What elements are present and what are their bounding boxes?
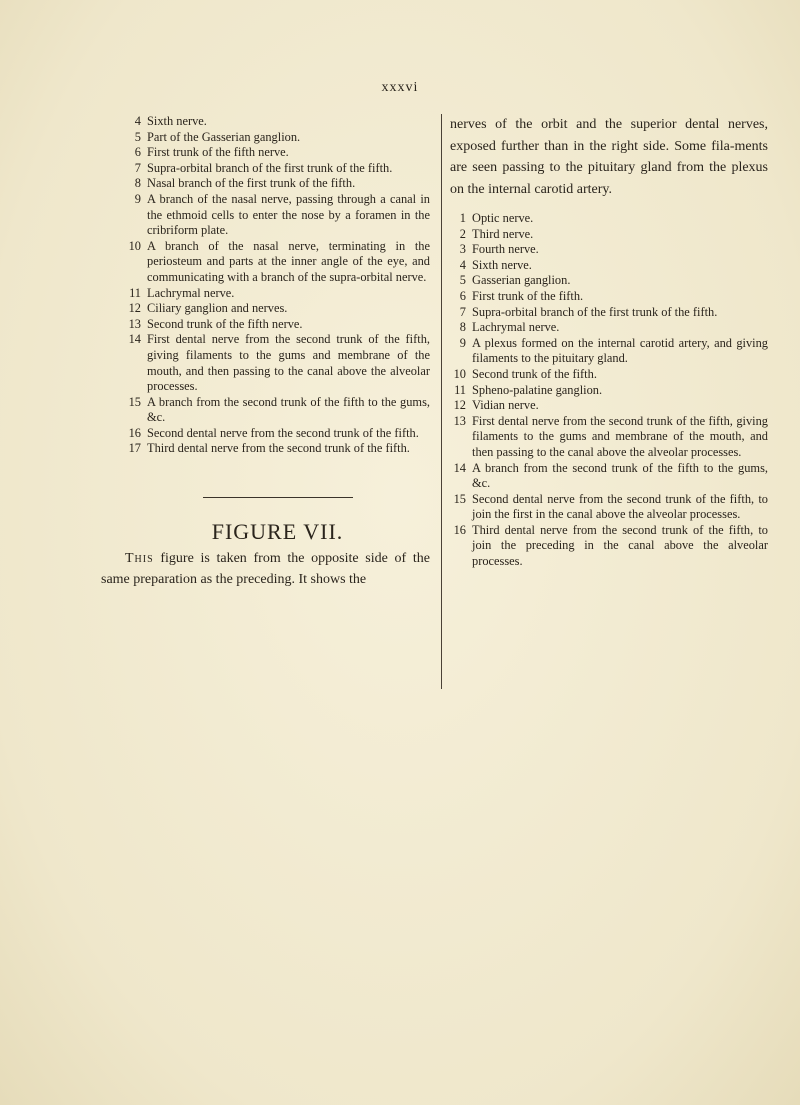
right-intro-paragraph: nerves of the orbit and the superior dental nerves, exposed further than in the right side. Some fila-ments are seen passing to the pituitary gland from the plexus on the internal carotid artery. bbox=[450, 117, 768, 197]
legend-text: A branch of the nasal nerve, terminating in the periosteum and parts at the inner angle of the eye, and communicating with a branch of the supra-orbital nerve. bbox=[147, 238, 430, 284]
legend-number: 15 bbox=[128, 394, 141, 409]
legend-number: 5 bbox=[134, 129, 141, 144]
legend-item bbox=[125, 441, 430, 457]
legend-text: First trunk of the fifth. bbox=[472, 288, 584, 303]
legend-item bbox=[125, 130, 430, 146]
legend-text: Lachrymal nerve. bbox=[147, 285, 235, 300]
legend-text: First dental nerve from the second trunk of the fifth, giving filaments to the gums and membrane of the mouth, and then passing to the canal above the alveolar processes. bbox=[472, 413, 768, 459]
legend-item bbox=[450, 367, 768, 383]
legend-item bbox=[125, 426, 430, 442]
legend-text: A branch from the second trunk of the fifth to the gums, &c. bbox=[472, 460, 768, 491]
legend-number: 14 bbox=[453, 460, 466, 475]
legend-number: 9 bbox=[134, 191, 141, 206]
legend-number: 8 bbox=[459, 320, 466, 335]
figure-title: FIGURE VII. bbox=[211, 519, 344, 545]
legend-text: Supra-orbital branch of the first trunk of the fifth. bbox=[472, 304, 718, 319]
legend-item bbox=[450, 414, 768, 461]
legend-text: Second trunk of the fifth nerve. bbox=[147, 316, 303, 331]
legend-number: 1 bbox=[459, 211, 466, 225]
column-divider bbox=[441, 114, 442, 689]
legend-number: 5 bbox=[459, 273, 466, 288]
legend-item bbox=[450, 289, 768, 305]
left-legend-list bbox=[125, 114, 430, 457]
legend-number: 16 bbox=[128, 425, 141, 440]
legend-item bbox=[125, 395, 430, 426]
legend-number: 13 bbox=[128, 316, 141, 331]
legend-item bbox=[450, 227, 768, 243]
legend-item bbox=[125, 286, 430, 302]
legend-item bbox=[450, 336, 768, 367]
legend-number: 10 bbox=[453, 366, 466, 381]
legend-item bbox=[450, 383, 768, 399]
left-column bbox=[101, 114, 430, 591]
legend-text: A branch from the second trunk of the fifth to the gums, &c. bbox=[147, 394, 430, 425]
legend-number: 16 bbox=[453, 522, 466, 537]
legend-text: First dental nerve from the second trunk of the fifth, giving filaments to the gums and membrane of the mouth, and then passing to the canal above the alveolar processes. bbox=[147, 332, 430, 394]
legend-number: 8 bbox=[134, 176, 141, 191]
legend-item bbox=[450, 211, 768, 227]
legend-text: First trunk of the fifth nerve. bbox=[147, 145, 289, 160]
legend-item bbox=[125, 114, 430, 130]
legend-item bbox=[125, 239, 430, 286]
legend-item bbox=[125, 161, 430, 177]
legend-text: Ciliary ganglion and nerves. bbox=[147, 301, 288, 316]
legend-text: Second trunk of the fifth. bbox=[472, 366, 597, 381]
legend-text: Nasal branch of the first trunk of the fifth. bbox=[147, 176, 356, 191]
legend-text: Supra-orbital branch of the first trunk of the fifth. bbox=[147, 160, 393, 175]
legend-number: 12 bbox=[453, 398, 466, 413]
figure-intro-paragraph bbox=[101, 548, 430, 591]
legend-text: Sixth nerve. bbox=[147, 114, 207, 128]
figure-intro-first-word: This bbox=[125, 550, 154, 566]
legend-item bbox=[125, 317, 430, 333]
legend-item bbox=[125, 301, 430, 317]
legend-item bbox=[450, 258, 768, 274]
legend-number: 11 bbox=[129, 285, 141, 300]
legend-item bbox=[450, 305, 768, 321]
legend-number: 7 bbox=[134, 160, 141, 175]
legend-item bbox=[450, 398, 768, 414]
right-column bbox=[450, 114, 768, 570]
legend-number: 6 bbox=[459, 288, 466, 303]
legend-text: Part of the Gasserian ganglion. bbox=[147, 129, 301, 144]
figure-intro-text: figure is taken from the opposite side of the same preparation as the preceding. It shows the bbox=[101, 550, 430, 588]
right-legend-list bbox=[450, 211, 768, 570]
legend-number: 14 bbox=[128, 332, 141, 347]
legend-text: Lachrymal nerve. bbox=[472, 320, 560, 335]
legend-item bbox=[125, 176, 430, 192]
legend-number: 7 bbox=[459, 304, 466, 319]
legend-text: Vidian nerve. bbox=[472, 398, 539, 413]
legend-item bbox=[450, 523, 768, 570]
legend-item bbox=[450, 461, 768, 492]
legend-number: 13 bbox=[453, 413, 466, 428]
legend-text: Spheno-palatine ganglion. bbox=[472, 382, 603, 397]
legend-text: Optic nerve. bbox=[472, 211, 534, 225]
legend-text: Gasserian ganglion. bbox=[472, 273, 571, 288]
legend-text: Third dental nerve from the second trunk of the fifth. bbox=[147, 441, 410, 456]
legend-number: 4 bbox=[459, 257, 466, 272]
legend-text: Sixth nerve. bbox=[472, 257, 532, 272]
section-rule bbox=[203, 497, 353, 498]
legend-number: 12 bbox=[128, 301, 141, 316]
legend-number: 3 bbox=[459, 242, 466, 257]
legend-number: 4 bbox=[134, 114, 141, 128]
legend-number: 11 bbox=[454, 382, 466, 397]
legend-text: Second dental nerve from the second trunk of the fifth. bbox=[147, 425, 419, 440]
legend-number: 2 bbox=[459, 226, 466, 241]
legend-item bbox=[450, 273, 768, 289]
legend-text: A plexus formed on the internal carotid artery, and giving filaments to the pituitary gland. bbox=[472, 335, 768, 366]
legend-text: Third dental nerve from the second trunk of the fifth, to join the preceding in the canal above the alveolar processes. bbox=[472, 522, 768, 569]
legend-number: 9 bbox=[459, 335, 466, 350]
legend-number: 6 bbox=[134, 145, 141, 160]
legend-item bbox=[125, 145, 430, 161]
legend-item bbox=[125, 332, 430, 394]
legend-text: Third nerve. bbox=[472, 226, 534, 241]
legend-number: 15 bbox=[453, 491, 466, 506]
legend-item bbox=[125, 192, 430, 239]
legend-number: 17 bbox=[128, 441, 141, 456]
legend-text: Second dental nerve from the second trunk of the fifth, to join the first in the canal above the alveolar processes. bbox=[472, 491, 768, 522]
page-number: xxxvi bbox=[381, 80, 419, 95]
legend-text: A branch of the nasal nerve, passing through a canal in the ethmoid cells to enter the nose by a foramen in the cribriform plate. bbox=[147, 191, 430, 238]
legend-text: Fourth nerve. bbox=[472, 242, 539, 257]
legend-item bbox=[450, 320, 768, 336]
legend-item bbox=[450, 242, 768, 258]
legend-number: 10 bbox=[128, 238, 141, 253]
legend-item bbox=[450, 492, 768, 523]
